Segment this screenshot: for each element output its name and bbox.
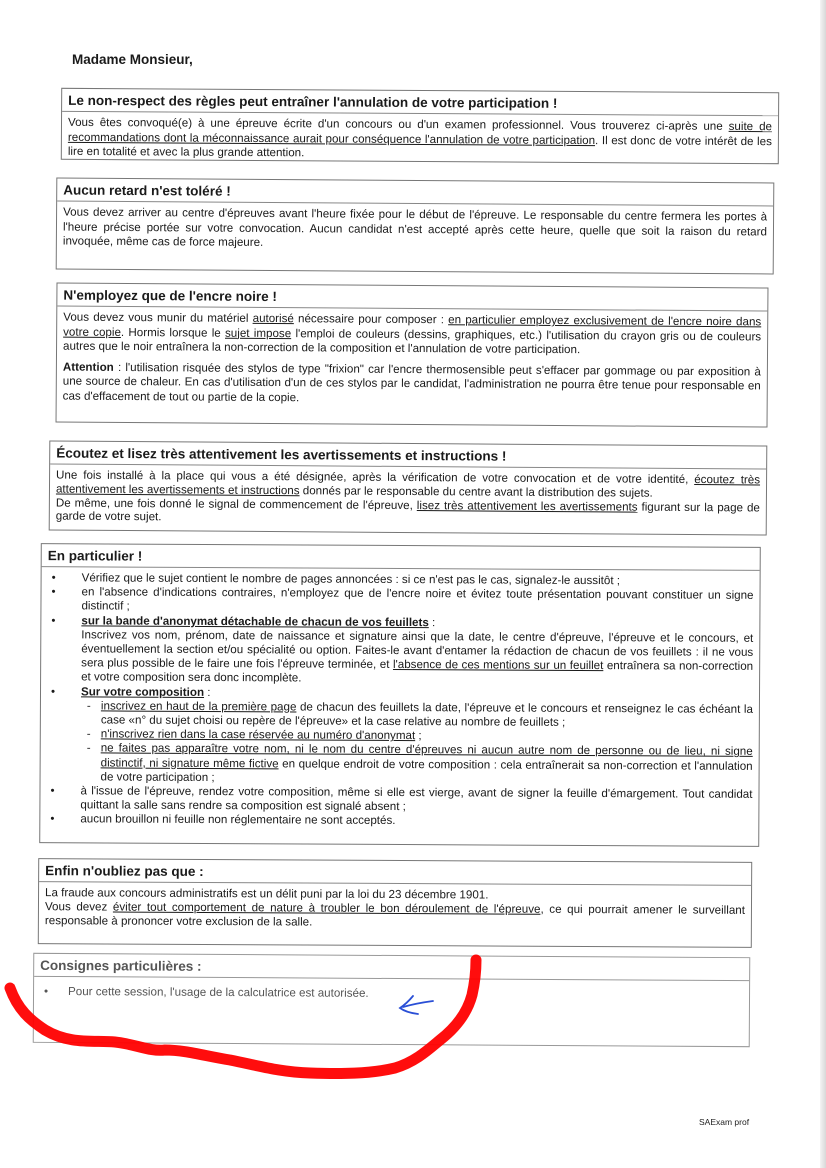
section-special-instructions (33, 953, 751, 1047)
section-body (34, 977, 749, 1010)
list-item: • sur la bande d'anonymat détachable de chacun de vos feuillets : Inscrivez vos nom, prénom, date de naissance et signature ainsi que la date, le centre d'épreuve, l'épreuve et le concours, et éventuellement la section et/ou spécialité ou option. Faites-le avant d'entamer la rédaction de chacun de vos feuillets : il ne vous sera plus possible de le faire une fois l'épreuve terminée, et l'absence de ces mentions sur un feuillet entraînera sa non-correction et votre composition sera donc incomplète. (47, 614, 753, 689)
footer-label: SAExam prof (699, 1117, 750, 1127)
bullet-list (40, 985, 743, 1004)
list-item: • Sur votre composition : - inscrivez en haut de la première page de chacun des feuillets la date, l'épreuve et le concours et renseignez le cas échéant la case «n° du sujet choisi ou repère de l'épreuve» et la case relative au nombre de feuillets ; - n'inscrivez rien dans la case réservée au numéro d'anonymat ; - ne faites pas apparaître votre nom, ni le nom du centre d'épreuves ni aucun autre nom de personne ou de lieu, ni signe distinctif, ni signature même fictive en quelque endroit de votre composition : cela entraînerait sa non-correction et l'annulation de votre participation ; (47, 685, 754, 788)
section-title: N'employez que de l'encre noire ! (57, 284, 767, 312)
attention-label: Attention (62, 360, 114, 374)
section-body (40, 567, 759, 836)
list-item: • Pour cette session, l'usage de la calculatrice est autorisée. (40, 985, 743, 1004)
section-finally (38, 858, 752, 948)
list-item: • en l'absence d'indications contraires, n'employez que de l'encre noire et évitez toute présentation pouvant constituer un signe distinctif ; (47, 585, 753, 617)
list-item: • Vérifiez que le sujet contient le nombre de pages annoncées : si ce n'est pas le cas, signalez-le aussitôt ; (48, 571, 754, 589)
section-listen-read (49, 440, 768, 535)
salutation: Madame Monsieur, (72, 52, 193, 67)
section-title: Enfin n'oubliez pas que : (39, 859, 751, 886)
section-black-ink (56, 283, 769, 428)
section-body: La fraude aux concours administratifs est un délit puni par la loi du 23 décembre 1901. Vous devez éviter tout comportement de nature à troubler le bon déroulement de l'épreuve, ce qui pourrait amener le surveillant responsable à prononcer votre exclusion de la salle. (44, 886, 746, 929)
section-title: En particulier ! (42, 544, 760, 571)
dash-list (81, 699, 753, 788)
bullet-list (46, 571, 753, 830)
section-title: Le non-respect des règles peut entraîner l'annulation de votre participation ! (62, 89, 778, 116)
sub-list-item: - ne faites pas apparaître votre nom, ni le nom du centre d'épreuves ni aucun autre nom de personne ou de lieu, ni signe distinctif, ni signature même fictive en quelque endroit de votre composition : cela entraînerait sa non-correction et l'annulation de votre participation ; (81, 742, 753, 788)
section-body: Une fois installé à la place qui vous a été désignée, après la vérification de votre convocation et de votre identité, écoutez très attentivement les avertissements et instructions donnés par le responsable du centre avant la distribution des sujets. De même, une fois donné le signal de commencement de l'épreuve, lisez très attentivement les avertissements figurant sur la page de garde de votre sujet. (55, 468, 761, 524)
list-item: • aucun brouillon ni feuille non réglementaire ne sont acceptés. (46, 813, 752, 831)
sub-list-item: - inscrivez en haut de la première page de chacun des feuillets la date, l'épreuve et le concours et renseignez le cas échéant la case «n° du sujet choisi ou repère de l'épreuve» et la case relative au nombre de feuillets ; (81, 699, 753, 731)
section-in-particular (39, 543, 761, 847)
section-title: Écoutez et lisez très attentivement les avertissements et instructions ! (50, 442, 766, 470)
section-title: Aucun retard n'est toléré ! (57, 179, 773, 207)
scan-edge (820, 0, 826, 1168)
section-body: Vous devez vous munir du matériel autorisé nécessaire pour composer : en particulier employez exclusivement de l'encre noire dans votre copie. Hormis lorsque le sujet impose l'emploi de couleurs (dessins, graphiques, etc.) l'utilisation du crayon gris ou de couleurs autres que le noir entraînera la non-correction de la composition et l'annulation de votre participation. Attention : l'utilisation risquée des stylos de type "frixion" car l'encre thermosensible peut s'effacer par gommage ou par exposition à une source de chaleur. En cas d'utilisation d'un de ces stylos par le candidat, l'administration ne pourra être tenue pour responsable en cas d'effacement de tout ou partie de la copie. (62, 310, 762, 404)
section-title: Consignes particulières : (34, 954, 749, 981)
section-rules-warning (61, 88, 779, 164)
list-item: • à l'issue de l'épreuve, rendez votre composition, même si elle est vierge, avant de signer la feuille d'émargement. Tout candidat quittant la salle sans rendre sa composition est signalé absent ; (46, 784, 752, 816)
section-body: Vous êtes convoqué(e) à une épreuve écrite d'un concours ou d'un examen professionnel. Vous trouverez ci-après une suite de recommandations dont la méconnaissance aurait pour conséquence l'annulation de votre participation. Il est donc de votre intérêt de les lire en totalité et avec la plus grande attention. (67, 115, 773, 160)
sub-list-item: - n'inscrivez rien dans la case réservée au numéro d'anonymat ; (81, 728, 753, 746)
section-no-delay (56, 177, 775, 274)
section-body: Vous devez arriver au centre d'épreuves avant l'heure fixée pour le début de l'épreuve. Le responsable du centre fermera les portes à l'heure précise portée sur votre convocation. Aucun candidat n'est accepté après cette heure, quelle que soit la raison du retard invoquée, même cas de force majeure. (62, 205, 768, 249)
